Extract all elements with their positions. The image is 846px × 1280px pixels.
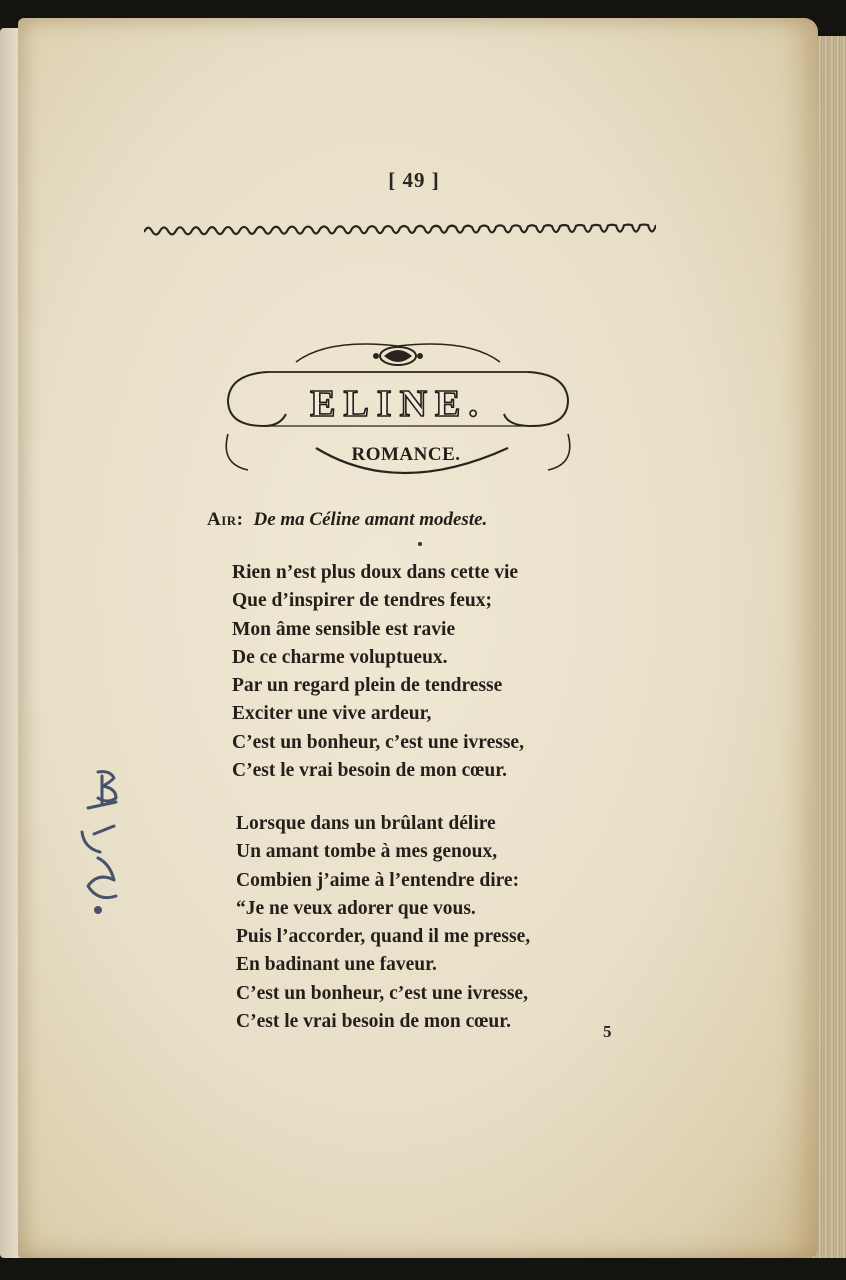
signature-mark: 5 [603, 1022, 612, 1041]
page-number: [ 49 ] [388, 168, 440, 192]
handwritten-shelf-mark [58, 768, 138, 918]
verse-line: Mon âme sensible est ravie [232, 618, 456, 640]
fleuron-icon [296, 344, 500, 365]
stanza-2 [236, 810, 530, 1036]
verse-line: En badinant une faveur. [236, 954, 437, 976]
verse-line: Par un regard plein de tendresse [232, 675, 503, 697]
verse-line: C’est un bonheur, c’est une ivresse, [236, 982, 528, 1004]
verse-line: Rien n’est plus doux dans cette vie [232, 562, 519, 583]
air-label: Air: [207, 509, 244, 530]
verse-line: “Je ne veux adorer que vous. [236, 897, 476, 919]
book-page [18, 18, 818, 1258]
wavy-rule-divider [144, 218, 656, 240]
verse-line: Un amant tombe à mes genoux, [236, 841, 498, 863]
verse-line: C’est le vrai besoin de mon cœur. [236, 1011, 511, 1033]
verse-line: Combien j’aime à l’entendre dire: [236, 869, 520, 891]
air-line [207, 509, 487, 531]
air-tune: De ma Céline amant modeste. [253, 509, 488, 530]
cartouche-frame-top [228, 372, 286, 426]
verse-line: De ce charme voluptueux. [232, 646, 448, 668]
verse-line: Lorsque dans un brûlant délire [236, 813, 496, 834]
romance-subtitle: ROMANCE. [351, 444, 461, 465]
stanza-1 [232, 559, 524, 785]
verse-line: Puis l’accorder, quand il me presse, [236, 926, 531, 948]
romance-title: ELINE. [310, 383, 486, 425]
verse-line: C’est un bonheur, c’est une ivresse, [232, 731, 524, 753]
verse-line: Que d’inspirer de tendres feux; [232, 590, 493, 612]
verse-line: Exciter une vive ardeur, [232, 703, 432, 725]
title-cartouche [208, 334, 588, 494]
ink-dot [418, 542, 422, 546]
verse-line: C’est le vrai besoin de mon cœur. [232, 760, 507, 782]
